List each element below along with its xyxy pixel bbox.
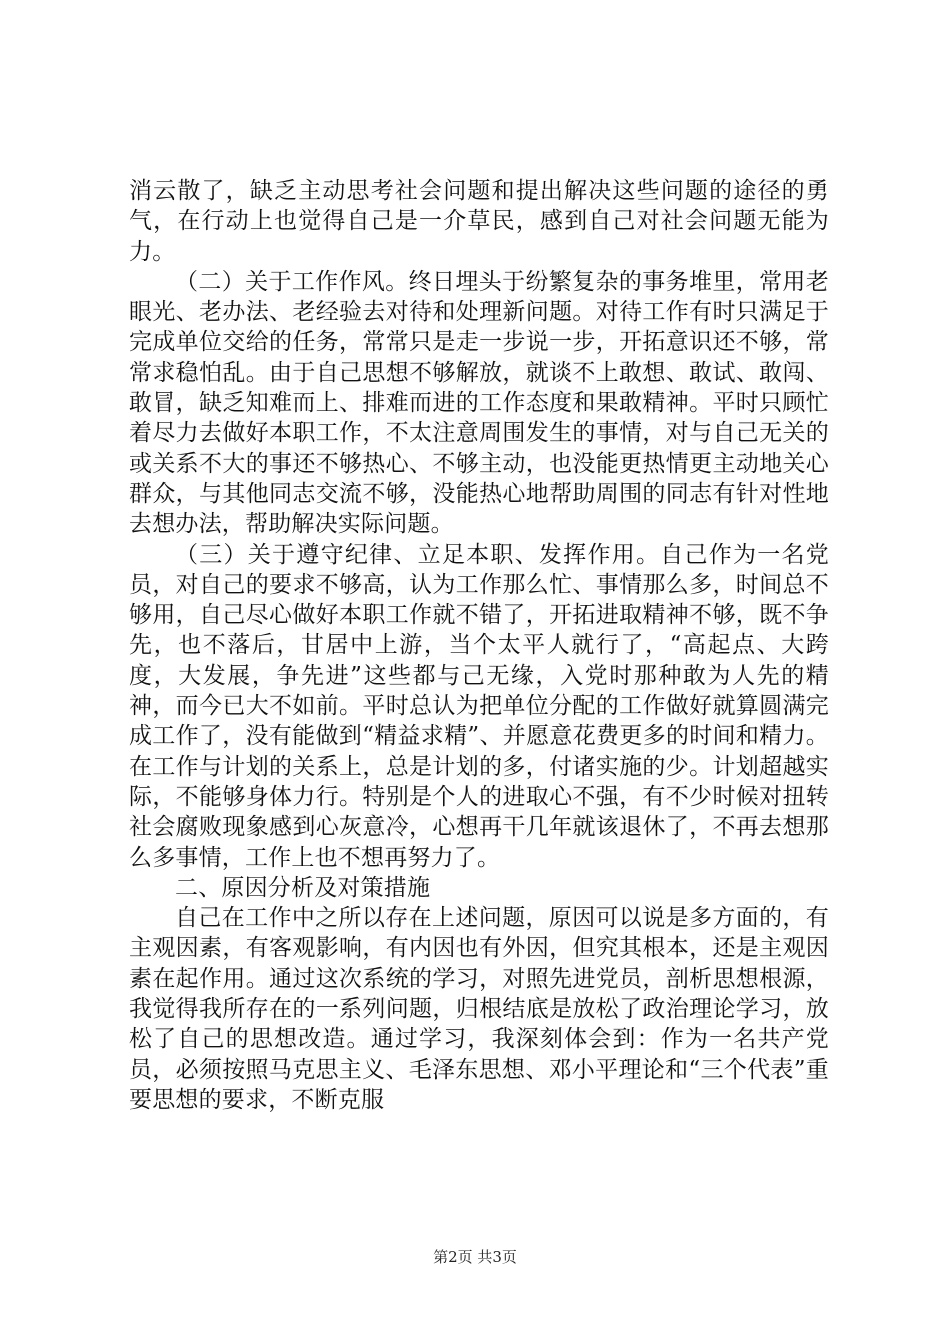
section-heading-cause-analysis: 二、原因分析及对策措施 xyxy=(175,874,431,901)
paragraph-cause-analysis: 自己在工作中之所以存在上述问题，原因可以说是多方面的，有主观因素，有客观影响，有内因也有外因，但究其根本，还是主观因素在起作用。通过这次系统的学习，对照先进党员，剖析思想根源，我觉得我所存在的一系列问题，归根结底是放松了政治理论学习，放松了自己的思想改造。通过学习，我深刻体会到：作为一名共产党员，必须按照马克思主义、毛泽东思想、邓小平理论和“三个代表”重要思想的要求，不断克服 xyxy=(129,905,829,1113)
document-body xyxy=(129,176,829,1115)
paragraph-discipline: （三）关于遵守纪律、立足本职、发挥作用。自己作为一名党员，对自己的要求不够高，认为工作那么忙、事情那么多，时间总不够用，自己尽心做好本职工作就不错了，开拓进取精神不够，既不争先，也不落后，甘居中上游，当个太平人就行了，“高起点、大跨度，大发展，争先进”这些都与己无缘，入党时那种敢为人先的精神，而今已大不如前。平时总认为把单位分配的工作做好就算圆满完成工作了，没有能做到“精益求精”、并愿意花费更多的时间和精力。在工作与计划的关系上，总是计划的多，付诸实施的少。计划超越实际，不能够身体力行。特别是个人的进取心不强，有不少时候对扭转社会腐败现象感到心灰意冷，心想再干几年就该退休了，不再去想那么多事情，工作上也不想再努力了。 xyxy=(129,541,829,871)
paragraph-work-style: （二）关于工作作风。终日埋头于纷繁复杂的事务堆里，常用老眼光、老办法、老经验去对待和处理新问题。对待工作有时只满足于完成单位交给的任务，常常只是走一步说一步，开拓意识还不够，常常求稳怕乱。由于自己思想不够解放，就谈不上敢想、敢试、敢闯、敢冒，缺乏知难而上、排难而进的工作态度和果敢精神。平时只顾忙着尽力去做好本职工作，不太注意周围发生的事情，对与自己无关的或关系不大的事还不够热心、不够主动，也没能更热情更主动地关心群众，与其他同志交流不够，没能热心地帮助周围的同志有针对性地去想办法，帮助解决实际问题。 xyxy=(129,268,829,538)
page-number-footer: 第2页 共3页 xyxy=(433,1248,517,1266)
paragraph-continuation: 消云散了，缺乏主动思考社会问题和提出解决这些问题的途径的勇气，在行动上也觉得自己是一介草民，感到自己对社会问题无能为力。 xyxy=(129,178,829,265)
